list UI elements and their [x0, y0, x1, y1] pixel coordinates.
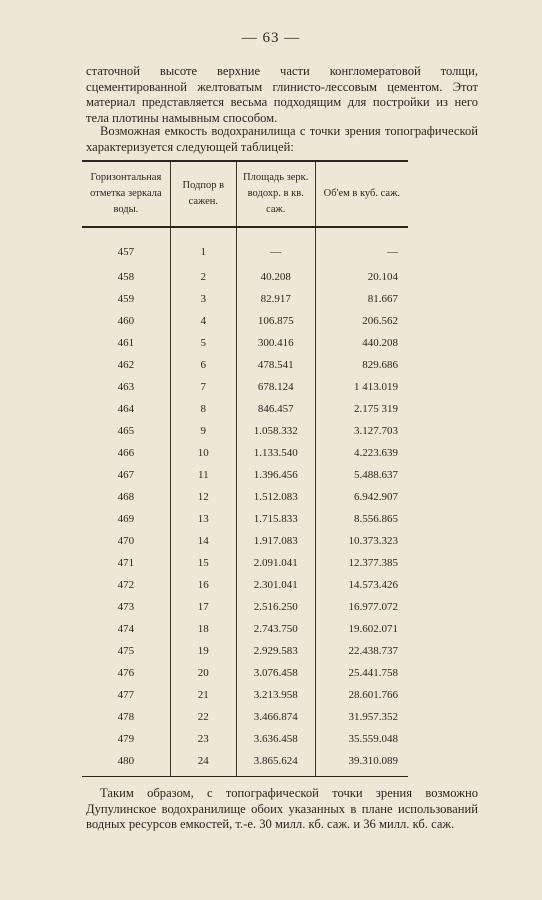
table-row — [82, 596, 408, 618]
table-row — [82, 552, 408, 574]
cell-volume: 81.667 — [315, 288, 408, 310]
cell-rise: 23 — [170, 728, 236, 750]
cell-volume: 829.686 — [315, 354, 408, 376]
cell-volume: 206.562 — [315, 310, 408, 332]
cell-water-mark: 459 — [117, 293, 135, 305]
table-row — [82, 640, 408, 662]
cell-area: 300.416 — [236, 332, 315, 354]
cell-volume: 3.127.703 — [315, 420, 408, 442]
cell-rise: 5 — [170, 332, 236, 354]
table-row — [82, 442, 408, 464]
cell-volume: 20.104 — [315, 266, 408, 288]
cell-area: 2.091.041 — [236, 552, 315, 574]
paragraph-2: Возможная емкость водохранилища с точки зрения топографической характеризуется следующей таблицей: — [86, 124, 478, 154]
cell-water-mark: 474 — [117, 623, 135, 635]
cell-rise: 11 — [170, 464, 236, 486]
table-row — [82, 288, 408, 310]
cell-rise: 10 — [170, 442, 236, 464]
reservoir-table — [82, 160, 408, 777]
cell-volume: 25.441.758 — [315, 662, 408, 684]
cell-volume: 8.556.865 — [315, 508, 408, 530]
cell-area: 2.743.750 — [236, 618, 315, 640]
cell-volume: 440.208 — [315, 332, 408, 354]
cell-water-mark: 469 — [117, 513, 135, 525]
reservoir-capacity-table — [82, 160, 408, 777]
cell-rise: 22 — [170, 706, 236, 728]
table-row — [82, 376, 408, 398]
cell-rise: 6 — [170, 354, 236, 376]
cell-rise: 8 — [170, 398, 236, 420]
cell-rise: 7 — [170, 376, 236, 398]
header-area: Площадь зерк. водохр. в кв. саж. — [236, 161, 315, 227]
cell-area: 1.917.083 — [236, 530, 315, 552]
cell-area: 1.058.332 — [236, 420, 315, 442]
paragraph-1: статочной высоте верхние части конгломератовой толщи, сцементированной желтоватым глинисто-лессовым цементом. Этот материал представляется весьма подходящим для постройки из него тела плотины намывным способом. — [86, 64, 478, 125]
header-water-mark: Горизонтальная отметка зеркала воды. — [90, 172, 162, 215]
cell-water-mark: 470 — [117, 535, 135, 547]
cell-area: 1.715.833 — [236, 508, 315, 530]
cell-rise: 13 — [170, 508, 236, 530]
cell-water-mark: 461 — [117, 337, 135, 349]
cell-volume: 4.223.639 — [315, 442, 408, 464]
cell-water-mark: 478 — [117, 711, 135, 723]
cell-volume: 5.488.637 — [315, 464, 408, 486]
cell-area: 1.133.540 — [236, 442, 315, 464]
table-row — [82, 662, 408, 684]
paragraph-3: Таким образом, с топографической точки зрения возможно Дупулинское водохранилище обоих указанных в плане использований водных ресурсов емкостей, т.-е. 30 милл. кб. саж. и 36 милл. кб. саж. — [86, 786, 478, 831]
cell-volume: 2.175 319 — [315, 398, 408, 420]
cell-rise: 18 — [170, 618, 236, 640]
cell-water-mark: 468 — [117, 491, 135, 503]
cell-rise: 17 — [170, 596, 236, 618]
cell-water-mark: 477 — [117, 689, 135, 701]
cell-volume: 14.573.426 — [315, 574, 408, 596]
table-row — [82, 398, 408, 420]
cell-water-mark: 480 — [82, 750, 170, 777]
cell-volume: 35.559.048 — [315, 728, 408, 750]
cell-water-mark: 466 — [117, 447, 135, 459]
cell-water-mark: 460 — [117, 315, 135, 327]
cell-area: 106.875 — [236, 310, 315, 332]
cell-water-mark: 476 — [117, 667, 135, 679]
cell-volume: 16.977.072 — [315, 596, 408, 618]
table-row — [82, 618, 408, 640]
table-row — [82, 310, 408, 332]
cell-water-mark: 457 — [117, 246, 135, 258]
cell-rise: 9 — [170, 420, 236, 442]
header-rise: Подпор в сажен. — [170, 161, 236, 227]
table-row — [82, 508, 408, 530]
header-volume: Об'ем в куб. саж. — [315, 161, 408, 227]
cell-volume: — — [315, 227, 408, 266]
cell-water-mark: 475 — [117, 645, 135, 657]
cell-water-mark: 465 — [117, 425, 135, 437]
cell-volume: 1 413.019 — [315, 376, 408, 398]
cell-rise: 3 — [170, 288, 236, 310]
cell-area: — — [236, 227, 315, 266]
cell-rise: 12 — [170, 486, 236, 508]
table-row — [82, 684, 408, 706]
table-row — [82, 420, 408, 442]
cell-water-mark: 472 — [117, 579, 135, 591]
cell-water-mark: 463 — [117, 381, 135, 393]
cell-rise: 4 — [170, 310, 236, 332]
page-number: — 63 — — [241, 30, 301, 46]
cell-volume: 10.373.323 — [315, 530, 408, 552]
cell-area: 3.466.874 — [236, 706, 315, 728]
cell-area: 3.636.458 — [236, 728, 315, 750]
table-row — [82, 706, 408, 728]
cell-area: 1.396.456 — [236, 464, 315, 486]
cell-water-mark: 471 — [117, 557, 135, 569]
cell-rise: 1 — [170, 227, 236, 266]
cell-volume: 19.602.071 — [315, 618, 408, 640]
table-row — [82, 750, 408, 777]
cell-area: 40.208 — [236, 266, 315, 288]
table-row — [82, 530, 408, 552]
table-row — [82, 227, 408, 266]
table-row — [82, 486, 408, 508]
cell-area: 3.076.458 — [236, 662, 315, 684]
cell-rise: 20 — [170, 662, 236, 684]
cell-area: 1.512.083 — [236, 486, 315, 508]
cell-water-mark: 479 — [117, 733, 135, 745]
cell-rise: 14 — [170, 530, 236, 552]
table-header-row — [82, 161, 408, 227]
table-body — [82, 227, 408, 777]
table-row — [82, 354, 408, 376]
table-row — [82, 266, 408, 288]
cell-area: 3.213.958 — [236, 684, 315, 706]
table-row — [82, 464, 408, 486]
cell-volume: 31.957.352 — [315, 706, 408, 728]
cell-area: 82.917 — [236, 288, 315, 310]
cell-volume: 12.377.385 — [315, 552, 408, 574]
cell-volume: 6.942.907 — [315, 486, 408, 508]
cell-area: 2.301.041 — [236, 574, 315, 596]
cell-water-mark: 458 — [117, 271, 135, 283]
cell-area: 678.124 — [236, 376, 315, 398]
table-row — [82, 332, 408, 354]
cell-rise: 21 — [170, 684, 236, 706]
cell-area: 3.865.624 — [236, 750, 315, 777]
cell-volume: 22.438.737 — [315, 640, 408, 662]
cell-water-mark: 462 — [117, 359, 135, 371]
cell-volume: 39.310.089 — [315, 750, 408, 777]
cell-rise: 24 — [170, 750, 236, 777]
cell-rise: 16 — [170, 574, 236, 596]
cell-volume: 28.601.766 — [315, 684, 408, 706]
cell-rise: 19 — [170, 640, 236, 662]
table-row — [82, 574, 408, 596]
cell-area: 2.516.250 — [236, 596, 315, 618]
cell-area: 478.541 — [236, 354, 315, 376]
cell-water-mark: 467 — [117, 469, 135, 481]
cell-rise: 2 — [170, 266, 236, 288]
table-row — [82, 728, 408, 750]
cell-water-mark: 473 — [117, 601, 135, 613]
cell-area: 846.457 — [236, 398, 315, 420]
cell-water-mark: 464 — [117, 403, 135, 415]
cell-rise: 15 — [170, 552, 236, 574]
cell-area: 2.929.583 — [236, 640, 315, 662]
